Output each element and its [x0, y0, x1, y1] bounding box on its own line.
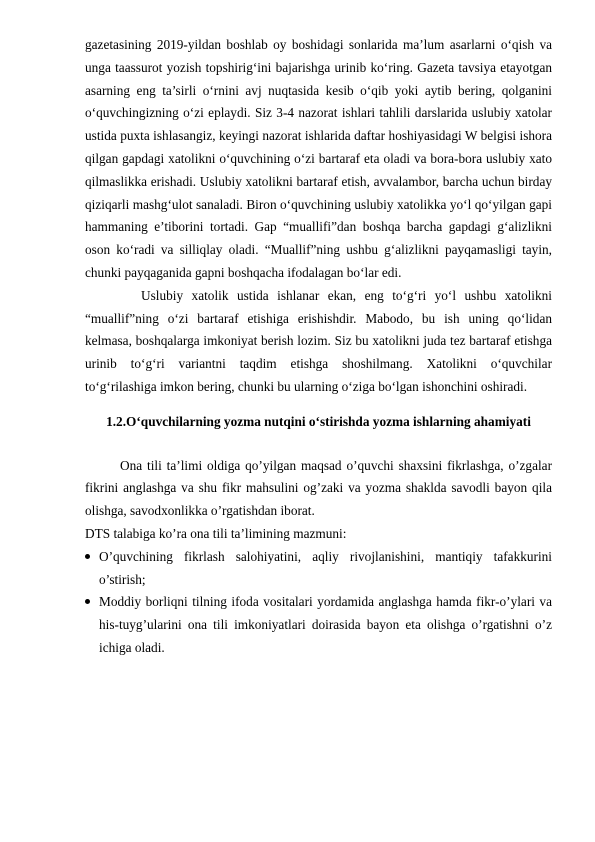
body-paragraph-1: gazetasining 2019-yildan boshlab oy boshidagi sonlarida ma’lum asarlarni o‘qish va unga taassurot yozish topshirig‘ini bajarishga urinib ko‘ring. Gazeta tavsiya etayotgan asarning eng ta’sirli o‘rnini avj nuqtasida kesib o‘qib yoki aytib bering, qolganini o‘quvchingizning o‘zi eplaydi. Siz 3-4 nazorat ishlari tahlili darslarida uslubiy xatolar ustida puxta ishlasangiz, keyingi nazorat ishlarida daftar hoshiyasidagi W belgisi ishora qilgan gapdagi xatolikni o‘quvchining o‘zi bartaraf eta oladi va bora-bora uslubiy xato qilmaslikka erishadi. Uslubiy xatolikni bartaraf etish, avvalambor, barcha uchun birday qiziqarli mashg‘ulot sanaladi. Biron o‘quvchining uslubiy xatolikka yo‘l qo‘yilgan gapi hammaning e’tiborini tortadi. Gap “muallifi”dan boshqa barcha gapdagi g‘alizlikni oson ko‘radi va silliqlay oladi. “Muallif”ning ushbu g‘alizlikni payqamasligi tayin, chunki payqaganida gapni boshqacha ifodalagan bo‘lar edi. [85, 37, 552, 280]
bullet-list-item [85, 591, 552, 659]
bullet-list-item [85, 546, 552, 592]
bullet-list [85, 546, 552, 660]
body-paragraph-3: Ona tili ta’limi oldiga qo’yilgan maqsad o’quvchi shaxsini fikrlashga, o’zgalar fikrini anglashga va shu fikr mahsulini og’zaki va yozma shaklda savodli bayon qila olishga, savodxonlikka o’rgatishdan iborat. [85, 457, 552, 519]
bullet-icon [85, 599, 90, 604]
page-content [85, 34, 552, 660]
bullet-icon [85, 554, 90, 559]
bullet-item-text: O’quvchining fikrlash salohiyatini, aqliy rivojlanishini, mantiqiy tafakkurini o’stirish; [99, 548, 552, 587]
body-paragraph-2: Uslubiy xatolik ustida ishlanar ekan, eng to‘g‘ri yo‘l ushbu xatolikni “muallif”ning o‘zi bartaraf etishiga erishishdir. Mabodo, bu ish uning qo‘lidan kelmasa, boshqalarga imkoniyat berish lozim. Siz bu xatolikni juda tez bartaraf etishga urinib to‘g‘ri variantni taqdim etishga shoshilmang. Xatolikni o‘quvchilar to‘g‘rilashiga imkon bering, chunki bu ularning o‘ziga bo‘lgan ishonchini oshiradi. [85, 287, 552, 394]
section-heading: 1.2.O‘quvchilarning yozma nutqini o‘stirishda yozma ishlarning ahamiyati [106, 413, 531, 429]
bullet-item-text: Moddiy borliqni tilning ifoda vositalari yordamida anglashga hamda fikr-o’ylari va his-tuyg’ularini ona tili imkoniyatlari doirasida bayon eta olishga o’rgatishni o’z ichiga oladi. [99, 594, 552, 655]
body-paragraph-4: DTS talabiga ko’ra ona tili ta’limining mazmuni: [85, 525, 347, 541]
